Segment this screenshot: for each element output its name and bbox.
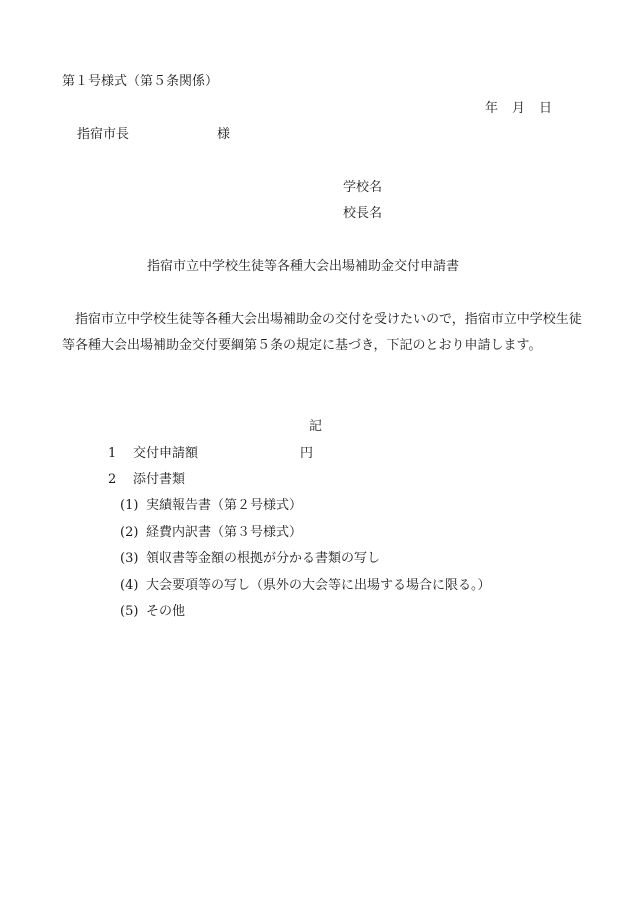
- attachment-text: 大会要項等の写し（県外の大会等に出場する場合に限る。）: [146, 578, 491, 593]
- principal-name-label: 校長名: [343, 206, 383, 221]
- body-paragraph: 指宿市立中学校生徒等各種大会出場補助金の交付を受けたいので，指宿市立中学校生徒等各種大会出場補助金交付要綱第５条の規定に基づき，下記のとおり申請します。: [62, 312, 582, 353]
- item1-unit: 円: [300, 446, 314, 461]
- addressee-honorific: 様: [217, 127, 231, 142]
- attachment-number: (3): [120, 551, 139, 566]
- ki-marker: 記: [309, 419, 323, 434]
- attachment-number: (1): [120, 498, 139, 513]
- item2-label: 添付書類: [133, 472, 186, 487]
- date-day-label: 日: [539, 101, 553, 116]
- date-month-label: 月: [512, 101, 526, 116]
- attachment-text: 実績報告書（第２号様式）: [146, 498, 303, 513]
- attachment-number: (2): [120, 525, 139, 540]
- document-title: 指宿市立中学校生徒等各種大会出場補助金交付申請書: [147, 259, 460, 274]
- school-name-label: 学校名: [343, 180, 383, 195]
- item2-number: 2: [108, 472, 117, 487]
- attachment-number: (5): [120, 604, 139, 619]
- attachment-text: 経費内訳書（第３号様式）: [146, 525, 303, 540]
- item1-label: 交付申請額: [133, 446, 199, 461]
- attachment-text: 領収書等金額の根拠が分かる書類の写し: [146, 551, 381, 566]
- attachment-text: その他: [146, 604, 186, 619]
- addressee-name: 指宿市長: [77, 127, 130, 142]
- form-number: 第１号様式（第５条関係）: [62, 74, 219, 89]
- date-year-label: 年: [485, 101, 499, 116]
- item1-number: 1: [108, 446, 117, 461]
- attachment-number: (4): [120, 578, 139, 593]
